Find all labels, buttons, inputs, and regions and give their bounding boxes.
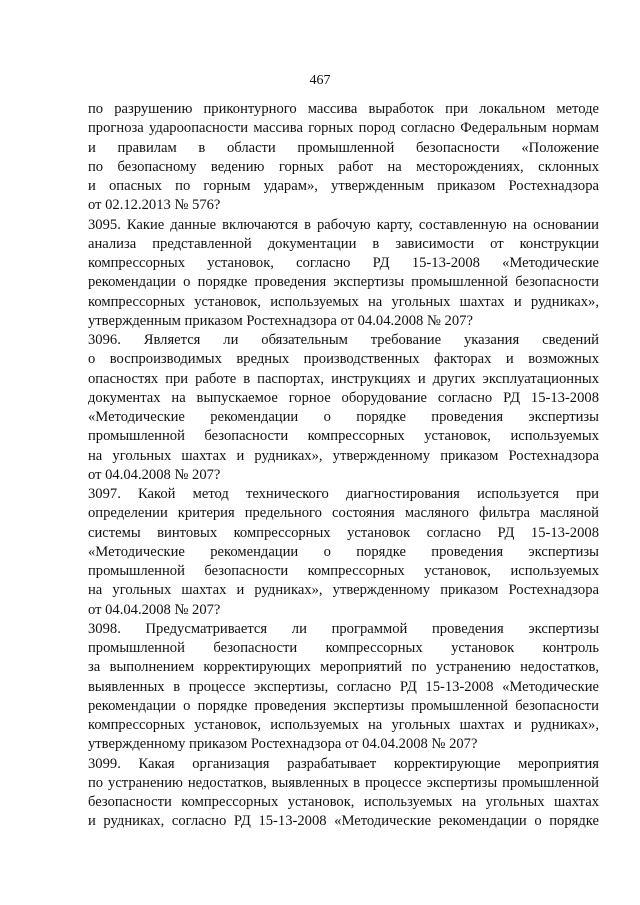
text-line: документах на выпускаемое горное оборудование согласно РД 15-13-2008	[88, 389, 599, 406]
text-line: 3097. Какой метод технического диагностирования используется при	[88, 486, 599, 502]
text-line: по безопасному ведению горных работ на месторождениях, склонных	[88, 158, 599, 175]
text-line: 3099. Какая организация разрабатывает корректирующие мероприятия	[88, 755, 599, 772]
page-number: 467	[309, 73, 331, 88]
text-line: от 04.04.2008 № 207?	[88, 601, 221, 618]
text-line: 3096. Является ли обязательным требование указания сведений	[88, 332, 599, 348]
text-line: «Методические рекомендации о порядке проведения экспертизы	[88, 409, 599, 425]
text-line: 3098. Предусматривается ли программой проведения экспертизы	[88, 620, 599, 637]
text-line: рекомендации о порядке проведения экспертизы промышленной безопасности	[88, 697, 599, 714]
text-line: по разрушению приконтурного массива выработок при локальном методе	[88, 101, 599, 117]
text-line: на угольных шахтах и рудниках», утвержденному приказом Ростехнадзора	[88, 447, 599, 464]
text-line: и рудниках, согласно РД 15-13-2008 «Методические рекомендации о порядке	[88, 813, 599, 830]
text-line: компрессорных установок, согласно РД 15-13-2008 «Методические	[88, 255, 599, 271]
text-line: 3095. Какие данные включаются в рабочую карту, составленную на основании	[88, 216, 599, 233]
text-line: «Методические рекомендации о порядке проведения экспертизы	[88, 543, 599, 560]
text-line: от 04.04.2008 № 207?	[88, 466, 221, 483]
text-line: определении критерия предельного состояния масляного фильтра масляной	[88, 505, 599, 522]
text-line: системы винтовых компрессорных установок согласно РД 15-13-2008	[88, 524, 599, 541]
text-line: от 02.12.2013 № 576?	[88, 197, 221, 214]
text-line: компрессорных установок, используемых на угольных шахтах и рудниках»,	[88, 717, 599, 733]
text-line: и правилам в области промышленной безопасности «Положение	[88, 139, 599, 156]
text-line: безопасности компрессорных установок, используемых на угольных шахтах	[88, 794, 599, 810]
text-line: рекомендации о порядке проведения экспертизы промышленной безопасности	[88, 274, 599, 291]
text-line: промышленной безопасности компрессорных установок, используемых	[88, 563, 599, 579]
text-line: анализа представленной документации в зависимости от конструкции	[88, 235, 599, 252]
text-line: утвержденному приказом Ростехнадзора от 04.04.2008 № 207?	[88, 736, 478, 753]
text-line: промышленной безопасности компрессорных установок, используемых	[88, 428, 599, 445]
text-line: утвержденным приказом Ростехнадзора от 04.04.2008 № 207?	[88, 312, 473, 329]
text-line: выявленных в процессе экспертизы, согласно РД 15-13-2008 «Методические	[88, 678, 599, 695]
text-line: о воспроизводимых вредных производственных факторах и возможных	[88, 351, 599, 368]
text-line: за выполнением корректирующих мероприятий по устранению недостатков,	[88, 659, 599, 676]
text-line: и опасных по горным ударам», утвержденным приказом Ростехнадзора	[88, 178, 599, 194]
text-line: промышленной безопасности компрессорных установок контроль	[88, 640, 599, 656]
text-line: прогноза удароопасности массива горных пород согласно Федеральным нормам	[88, 120, 599, 137]
body-text	[88, 100, 599, 832]
text-line: на угольных шахтах и рудниках», утвержденному приказом Ростехнадзора	[88, 582, 599, 599]
text-line: по устранению недостатков, выявленных в процессе экспертизы промышленной	[88, 774, 599, 791]
text-line: опасностях при работе в паспортах, инструкциях и других эксплуатационных	[88, 370, 599, 387]
text-line: компрессорных установок, используемых на угольных шахтах и рудниках»,	[88, 293, 599, 310]
